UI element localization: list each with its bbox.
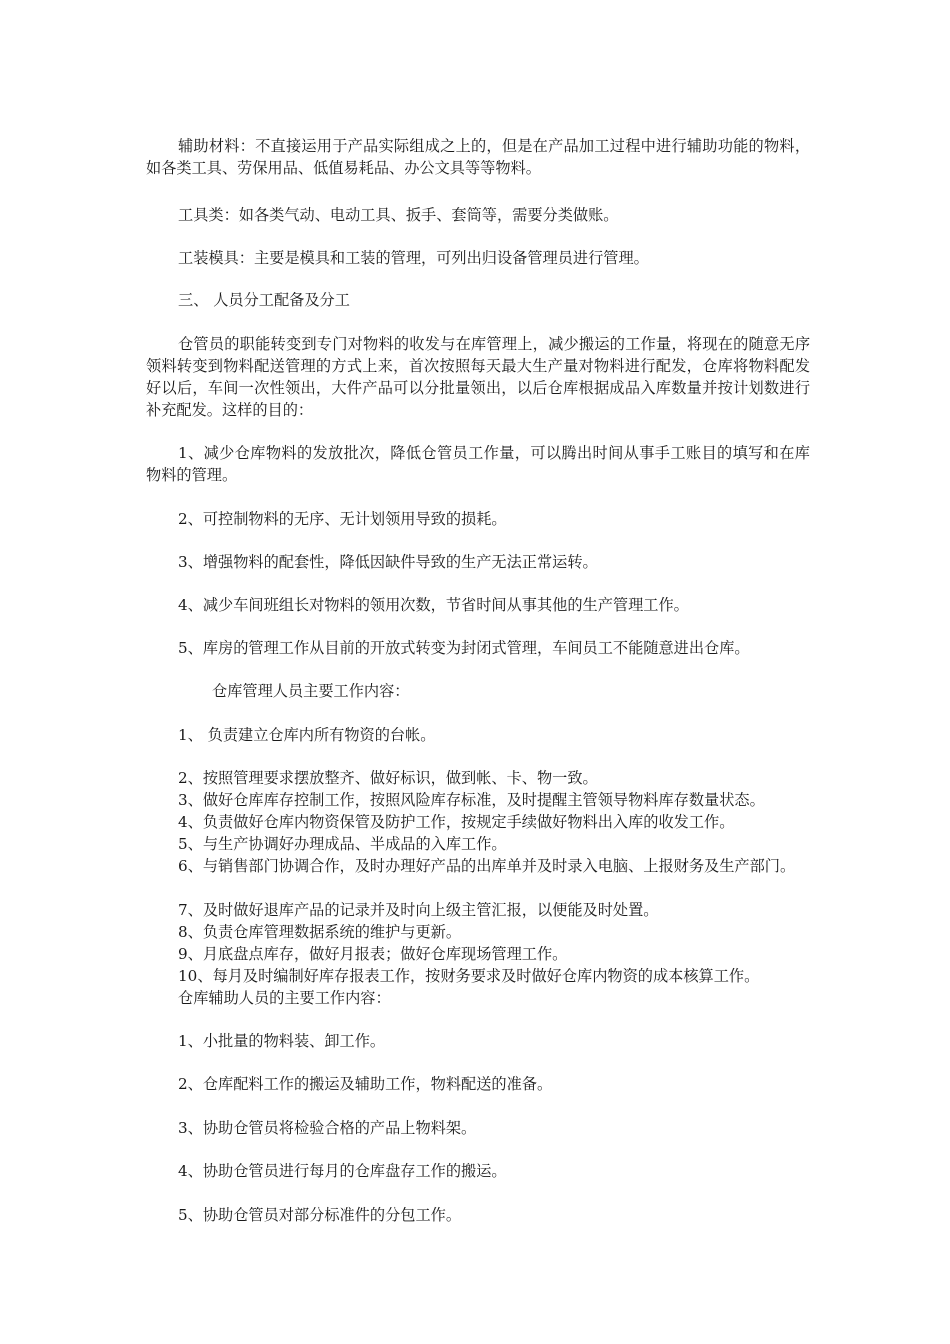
list-item: 5、协助仓管员对部分标准件的分包工作。	[178, 1206, 462, 1224]
list-item: 6、与销售部门协调合作，及时办理好产品的出库单并及时录入电脑、上报财务及生产部门。	[178, 857, 796, 875]
subheading-manager-duties: 仓库管理人员主要工作内容：	[212, 682, 410, 700]
list-item: 1、小批量的物料装、卸工作。	[178, 1032, 386, 1050]
list-item: 8、负责仓库管理数据系统的维护与更新。	[178, 923, 462, 941]
list-item: 5、库房的管理工作从目前的开放式转变为封闭式管理，车间员工不能随意进出仓库。	[178, 639, 750, 657]
list-item: 3、增强物料的配套性，降低因缺件导致的生产无法正常运转。	[178, 553, 598, 571]
list-item: 4、协助仓管员进行每月的仓库盘存工作的搬运。	[178, 1162, 507, 1180]
list-item: 9、月底盘点库存，做好月报表；做好仓库现场管理工作。	[178, 945, 568, 963]
list-item: 4、负责做好仓库内物资保管及防护工作，按规定手续做好物料出入库的收发工作。	[178, 813, 735, 831]
list-item: 2、仓库配料工作的搬运及辅助工作，物料配送的准备。	[178, 1075, 553, 1093]
paragraph-auxiliary-materials: 辅助材料：不直接运用于产品实际组成之上的，但是在产品加工过程中进行辅助功能的物料，如各类工具、劳保用品、低值易耗品、办公文具等等物料。	[146, 137, 810, 177]
paragraph-warehouse-keeper-role: 仓管员的职能转变到专门对物料的收发与在库管理上，减少搬运的工作量，将现在的随意无序领料转变到物料配送管理的方式上来，首次按照每天最大生产量对物料进行配发，仓库将物料配发好以后，车间一次性领出，大件产品可以分批量领出，以后仓库根据成品入库数量并按计划数进行补充配发。这样的目的：	[146, 335, 810, 419]
list-item: 3、协助仓管员将检验合格的产品上物料架。	[178, 1119, 477, 1137]
paragraph-tooling-molds: 工装模具：主要是模具和工装的管理，可列出归设备管理员进行管理。	[178, 249, 649, 267]
section-heading: 三、 人员分工配备及分工	[178, 291, 350, 309]
list-item: 1、减少仓库物料的发放批次，降低仓管员工作量，可以腾出时间从事手工账目的填写和在库物料的管理。	[146, 444, 810, 484]
list-item: 5、与生产协调好办理成品、半成品的入库工作。	[178, 835, 507, 853]
list-item: 4、减少车间班组长对物料的领用次数，节省时间从事其他的生产管理工作。	[178, 596, 689, 614]
list-item: 7、及时做好退库产品的记录并及时向上级主管汇报，以便能及时处置。	[178, 901, 659, 919]
list-item: 2、可控制物料的无序、无计划领用导致的损耗。	[178, 510, 507, 528]
list-item: 1、 负责建立仓库内所有物资的台帐。	[178, 726, 436, 744]
paragraph-tools: 工具类：如各类气动、电动工具、扳手、套筒等，需要分类做账。	[178, 206, 619, 224]
subheading-assistant-duties: 仓库辅助人员的主要工作内容：	[178, 989, 391, 1007]
list-item: 10、每月及时编制好库存报表工作，按财务要求及时做好仓库内物资的成本核算工作。	[178, 967, 760, 985]
list-item: 3、做好仓库库存控制工作，按照风险库存标准，及时提醒主管领导物料库存数量状态。	[178, 791, 765, 809]
list-item: 2、按照管理要求摆放整齐、做好标识，做到帐、卡、物一致。	[178, 769, 598, 787]
